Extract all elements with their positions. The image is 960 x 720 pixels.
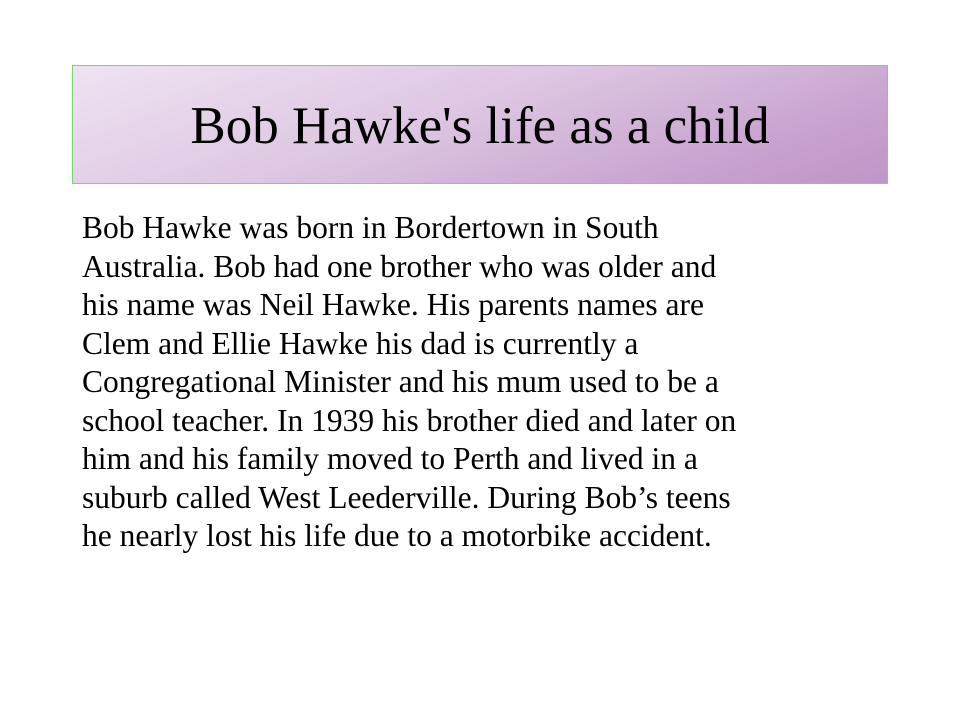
body-paragraph <box>82 209 882 556</box>
body-line: Australia. Bob had one brother who was older and <box>82 248 717 284</box>
body-line: Bob Hawke was born in Bordertown in South <box>82 210 659 245</box>
body-line: suburb called West Leederville. During Bob’s teens <box>82 479 731 515</box>
body-line: Clem and Ellie Hawke his dad is currently a <box>82 325 639 361</box>
body-line: Congregational Minister and his mum used to be a <box>82 364 719 399</box>
body-line: his name was Neil Hawke. His parents names are <box>82 287 704 322</box>
body-line: school teacher. In 1939 his brother died and later on <box>82 402 737 438</box>
title-box <box>72 65 888 184</box>
body-line: him and his family moved to Perth and lived in a <box>82 441 698 476</box>
body-line: he nearly lost his life due to a motorbike accident. <box>82 518 712 553</box>
slide-title: Bob Hawke's life as a child <box>190 97 770 155</box>
